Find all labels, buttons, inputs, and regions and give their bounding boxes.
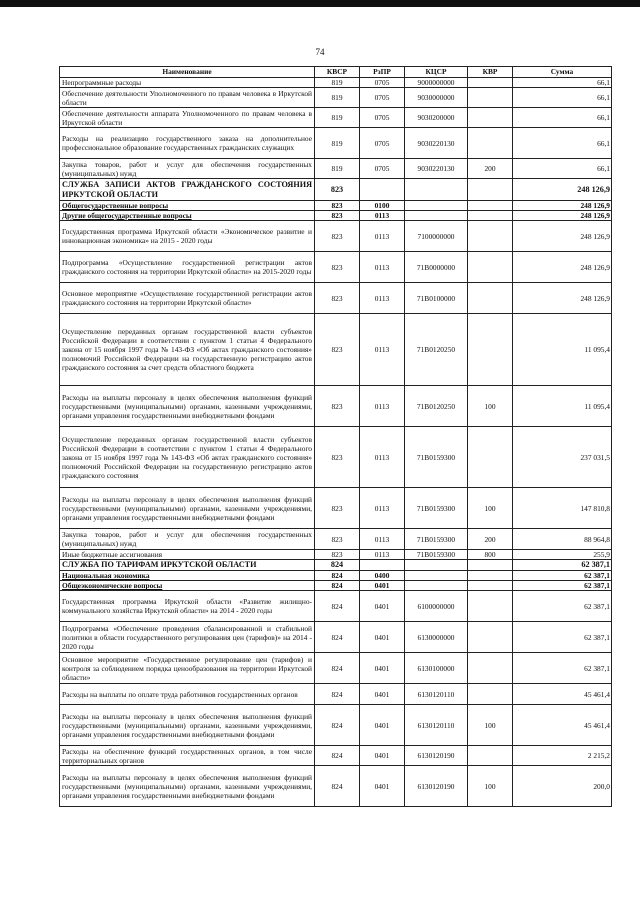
table-row (60, 560, 612, 571)
cell-kvsr: 823 (315, 221, 360, 252)
table-row (60, 283, 612, 314)
cell-name: Подпрограмма «Обеспечение проведения сбалансированной и стабильной политики в области государственного регулирования цен (тарифов)» на 2014 - 2020 годы (60, 622, 315, 653)
cell-kcsr: 71В0000000 (405, 252, 468, 283)
cell-name: Основное мероприятие «Осуществление государственной регистрации актов гражданского состояния на территории Иркутской области» (60, 283, 315, 314)
cell-name: Осуществление переданных органам государственной власти субъектов Российской Федерации в соответствии с пунктом 1 статьи 4 Федерального закона от 15 ноября 1997 года № 143-ФЗ «Об актах гражданского состояния» полномочий Российской Федерации на государственную регистрацию актов гражданского состояния (60, 427, 315, 488)
cell-kcsr: 71В0159300 (405, 488, 468, 529)
cell-sum: 248 126,9 (513, 221, 612, 252)
cell-rzpr: 0401 (360, 581, 405, 591)
table-header-row (60, 67, 612, 78)
table-row (60, 88, 612, 108)
cell-kcsr: 6130100000 (405, 653, 468, 684)
header-kvsr: КВСР (315, 67, 360, 78)
cell-kcsr: 6130120190 (405, 766, 468, 807)
table-row (60, 571, 612, 581)
cell-kvr (468, 201, 513, 211)
cell-rzpr: 0100 (360, 201, 405, 211)
cell-sum: 66,1 (513, 88, 612, 108)
cell-sum: 62 387,1 (513, 581, 612, 591)
table-row (60, 581, 612, 591)
cell-sum: 248 126,9 (513, 252, 612, 283)
cell-kvsr: 824 (315, 581, 360, 591)
cell-kcsr: 7100000000 (405, 221, 468, 252)
cell-kvr (468, 78, 513, 88)
cell-kcsr (405, 201, 468, 211)
cell-name: Расходы на выплаты персоналу в целях обеспечения выполнения функций государственными (муниципальными) органами, казенными учреждениями, органами управления государственными внебюджетными фондами (60, 386, 315, 427)
cell-name: Расходы на выплаты персоналу в целях обеспечения выполнения функций государственными (муниципальными) органами, казенными учреждениями, органами управления государственными внебюджетными фондами (60, 766, 315, 807)
cell-sum: 62 387,1 (513, 571, 612, 581)
header-rzpr: РзПР (360, 67, 405, 78)
cell-sum: 147 810,8 (513, 488, 612, 529)
cell-sum: 248 126,9 (513, 179, 612, 201)
cell-kvsr: 819 (315, 159, 360, 179)
cell-name: Закупка товаров, работ и услуг для обеспечения государственных (муниципальных) нужд (60, 529, 315, 550)
cell-sum: 66,1 (513, 159, 612, 179)
header-kvr: КВР (468, 67, 513, 78)
cell-sum: 237 031,5 (513, 427, 612, 488)
table-row (60, 78, 612, 88)
header-kcsr: КЦСР (405, 67, 468, 78)
cell-kvsr: 824 (315, 622, 360, 653)
cell-sum: 66,1 (513, 78, 612, 88)
table-row (60, 488, 612, 529)
cell-rzpr: 0113 (360, 386, 405, 427)
cell-kcsr: 9000000000 (405, 78, 468, 88)
cell-name: Расходы на выплаты по оплате труда работников государственных органов (60, 684, 315, 705)
cell-name: СЛУЖБА ПО ТАРИФАМ ИРКУТСКОЙ ОБЛАСТИ (60, 560, 315, 571)
cell-kvr (468, 746, 513, 766)
cell-rzpr: 0401 (360, 653, 405, 684)
cell-rzpr: 0401 (360, 705, 405, 746)
cell-name: Другие общегосударственные вопросы (60, 211, 315, 221)
cell-rzpr: 0113 (360, 314, 405, 386)
table-row (60, 529, 612, 550)
cell-kvsr: 819 (315, 78, 360, 88)
cell-kcsr (405, 560, 468, 571)
cell-kvr (468, 314, 513, 386)
cell-kvsr: 824 (315, 653, 360, 684)
cell-rzpr: 0705 (360, 88, 405, 108)
table-row (60, 159, 612, 179)
cell-name: Основное мероприятие «Государственное регулирование цен (тарифов) и контроля за соблюдением порядка ценообразования на территории Иркутской области» (60, 653, 315, 684)
page-number: 74 (315, 47, 325, 57)
cell-kvr: 200 (468, 159, 513, 179)
cell-rzpr: 0113 (360, 211, 405, 221)
table-row (60, 550, 612, 560)
cell-kvr (468, 128, 513, 159)
cell-rzpr: 0113 (360, 283, 405, 314)
cell-kcsr: 6130000000 (405, 622, 468, 653)
cell-kvr: 100 (468, 766, 513, 807)
scan-top-edge (0, 0, 640, 7)
cell-kvsr: 823 (315, 201, 360, 211)
cell-kvsr: 823 (315, 488, 360, 529)
cell-sum: 200,0 (513, 766, 612, 807)
cell-kvr (468, 560, 513, 571)
cell-kcsr: 71В0159300 (405, 550, 468, 560)
cell-kvsr: 824 (315, 705, 360, 746)
cell-rzpr (360, 179, 405, 201)
cell-kvsr: 819 (315, 128, 360, 159)
cell-kcsr: 9030220130 (405, 159, 468, 179)
cell-name: СЛУЖБА ЗАПИСИ АКТОВ ГРАЖДАНСКОГО СОСТОЯНИЯ ИРКУТСКОЙ ОБЛАСТИ (60, 179, 315, 201)
cell-kvsr: 823 (315, 283, 360, 314)
cell-kvsr: 823 (315, 529, 360, 550)
cell-kvsr: 823 (315, 179, 360, 201)
cell-kcsr (405, 211, 468, 221)
table-row (60, 684, 612, 705)
table-row (60, 252, 612, 283)
table-row (60, 746, 612, 766)
cell-kcsr: 6130120110 (405, 684, 468, 705)
table-row (60, 108, 612, 128)
cell-sum: 248 126,9 (513, 283, 612, 314)
cell-kcsr: 71В0100000 (405, 283, 468, 314)
cell-name: Осуществление переданных органам государственной власти субъектов Российской Федерации в соответствии с пунктом 1 статьи 4 Федерального закона от 15 ноября 1997 года № 143-ФЗ «Об актах гражданского состояния» полномочий Российской Федерации на государственную регистрацию актов гражданского состояния за счет средств областного бюджета (60, 314, 315, 386)
cell-kcsr (405, 581, 468, 591)
cell-kvsr: 824 (315, 684, 360, 705)
cell-name: Расходы на реализацию государственного заказа на дополнительное профессиональное образование государственных гражданских служащих (60, 128, 315, 159)
table-row (60, 622, 612, 653)
cell-kvr: 200 (468, 529, 513, 550)
cell-kvr (468, 591, 513, 622)
budget-table (59, 66, 612, 807)
cell-name: Общегосударственные вопросы (60, 201, 315, 211)
cell-kvr (468, 427, 513, 488)
cell-name: Обеспечение деятельности аппарата Уполномоченного по правам человека в Иркутской области (60, 108, 315, 128)
table-row (60, 427, 612, 488)
cell-kvr (468, 88, 513, 108)
cell-kvsr: 824 (315, 766, 360, 807)
cell-sum: 255,9 (513, 550, 612, 560)
cell-kcsr: 9030220130 (405, 128, 468, 159)
cell-kvsr: 823 (315, 252, 360, 283)
cell-name: Расходы на выплаты персоналу в целях обеспечения выполнения функций государственными (муниципальными) органами, казенными учреждениями, органами управления государственными внебюджетными фондами (60, 705, 315, 746)
cell-sum: 62 387,1 (513, 622, 612, 653)
table-row (60, 128, 612, 159)
cell-name: Общеэкономические вопросы (60, 581, 315, 591)
cell-name: Государственная программа Иркутской области «Экономическое развитие и инновационная экономика» на 2015 - 2020 годы (60, 221, 315, 252)
cell-name: Подпрограмма «Осуществление государственной регистрации актов гражданского состояния на территории Иркутской области» на 2015-2020 годы (60, 252, 315, 283)
table-row (60, 705, 612, 746)
table-row (60, 766, 612, 807)
cell-kvr (468, 684, 513, 705)
cell-rzpr: 0401 (360, 766, 405, 807)
table-row (60, 591, 612, 622)
cell-kvr (468, 622, 513, 653)
cell-rzpr: 0705 (360, 108, 405, 128)
header-sum: Сумма (513, 67, 612, 78)
cell-kvsr: 824 (315, 746, 360, 766)
cell-sum: 62 387,1 (513, 560, 612, 571)
cell-sum: 88 964,8 (513, 529, 612, 550)
cell-rzpr: 0113 (360, 427, 405, 488)
cell-kvsr: 823 (315, 550, 360, 560)
header-name: Наименование (60, 67, 315, 78)
table-row (60, 653, 612, 684)
cell-kcsr: 71В0120250 (405, 386, 468, 427)
cell-name: Закупка товаров, работ и услуг для обеспечения государственных (муниципальных) нужд (60, 159, 315, 179)
cell-sum: 45 461,4 (513, 684, 612, 705)
cell-kcsr: 71В0159300 (405, 427, 468, 488)
cell-kvr (468, 653, 513, 684)
cell-kvsr: 819 (315, 88, 360, 108)
cell-kvr: 800 (468, 550, 513, 560)
table-body (60, 78, 612, 807)
cell-name: Иные бюджетные ассигнования (60, 550, 315, 560)
cell-kvr: 100 (468, 705, 513, 746)
table-row (60, 221, 612, 252)
cell-kcsr (405, 571, 468, 581)
cell-sum: 11 095,4 (513, 314, 612, 386)
cell-kvsr: 824 (315, 571, 360, 581)
cell-kvsr: 823 (315, 427, 360, 488)
cell-kvr (468, 252, 513, 283)
cell-sum: 248 126,9 (513, 211, 612, 221)
cell-name: Непрограммные расходы (60, 78, 315, 88)
cell-name: Государственная программа Иркутской области «Развитие жилищно-коммунального хозяйства Иркутской области» на 2014 - 2020 годы (60, 591, 315, 622)
cell-rzpr: 0113 (360, 550, 405, 560)
cell-kcsr (405, 179, 468, 201)
cell-rzpr: 0401 (360, 591, 405, 622)
cell-kvr (468, 108, 513, 128)
cell-kcsr: 6130120190 (405, 746, 468, 766)
cell-rzpr: 0401 (360, 622, 405, 653)
cell-kvsr: 824 (315, 591, 360, 622)
cell-sum: 62 387,1 (513, 653, 612, 684)
cell-rzpr: 0400 (360, 571, 405, 581)
cell-rzpr: 0401 (360, 746, 405, 766)
cell-rzpr: 0705 (360, 159, 405, 179)
cell-rzpr: 0705 (360, 78, 405, 88)
cell-rzpr: 0705 (360, 128, 405, 159)
cell-kvr (468, 211, 513, 221)
table-row (60, 179, 612, 201)
cell-sum: 248 126,9 (513, 201, 612, 211)
table-row (60, 386, 612, 427)
cell-kvr (468, 283, 513, 314)
cell-kcsr: 71В0159300 (405, 529, 468, 550)
cell-sum: 66,1 (513, 128, 612, 159)
cell-kvsr: 823 (315, 314, 360, 386)
cell-kcsr: 71В0120250 (405, 314, 468, 386)
cell-name: Национальная экономика (60, 571, 315, 581)
cell-kcsr: 9030200000 (405, 108, 468, 128)
cell-kvsr: 819 (315, 108, 360, 128)
cell-sum: 2 215,2 (513, 746, 612, 766)
cell-kvr (468, 581, 513, 591)
table-row (60, 211, 612, 221)
cell-rzpr: 0113 (360, 252, 405, 283)
cell-name: Обеспечение деятельности Уполномоченного по правам человека в Иркутской области (60, 88, 315, 108)
cell-kvr: 100 (468, 488, 513, 529)
cell-sum: 45 461,4 (513, 705, 612, 746)
cell-kvsr: 823 (315, 386, 360, 427)
cell-kvr (468, 179, 513, 201)
cell-kvr (468, 571, 513, 581)
cell-kvsr: 823 (315, 211, 360, 221)
cell-rzpr (360, 560, 405, 571)
table-row (60, 201, 612, 211)
cell-rzpr: 0113 (360, 488, 405, 529)
cell-rzpr: 0113 (360, 221, 405, 252)
cell-kvr: 100 (468, 386, 513, 427)
cell-kcsr: 6100000000 (405, 591, 468, 622)
cell-kcsr: 9030000000 (405, 88, 468, 108)
table-row (60, 314, 612, 386)
cell-name: Расходы на обеспечение функций государственных органов, в том числе территориальных органов (60, 746, 315, 766)
cell-sum: 11 095,4 (513, 386, 612, 427)
cell-name: Расходы на выплаты персоналу в целях обеспечения выполнения функций государственными (муниципальными) органами, казенными учреждениями, органами управления государственными внебюджетными фондами (60, 488, 315, 529)
cell-kvr (468, 221, 513, 252)
cell-rzpr: 0113 (360, 529, 405, 550)
cell-kvsr: 824 (315, 560, 360, 571)
cell-sum: 66,1 (513, 108, 612, 128)
cell-rzpr: 0401 (360, 684, 405, 705)
cell-sum: 62 387,1 (513, 591, 612, 622)
cell-kcsr: 6130120110 (405, 705, 468, 746)
